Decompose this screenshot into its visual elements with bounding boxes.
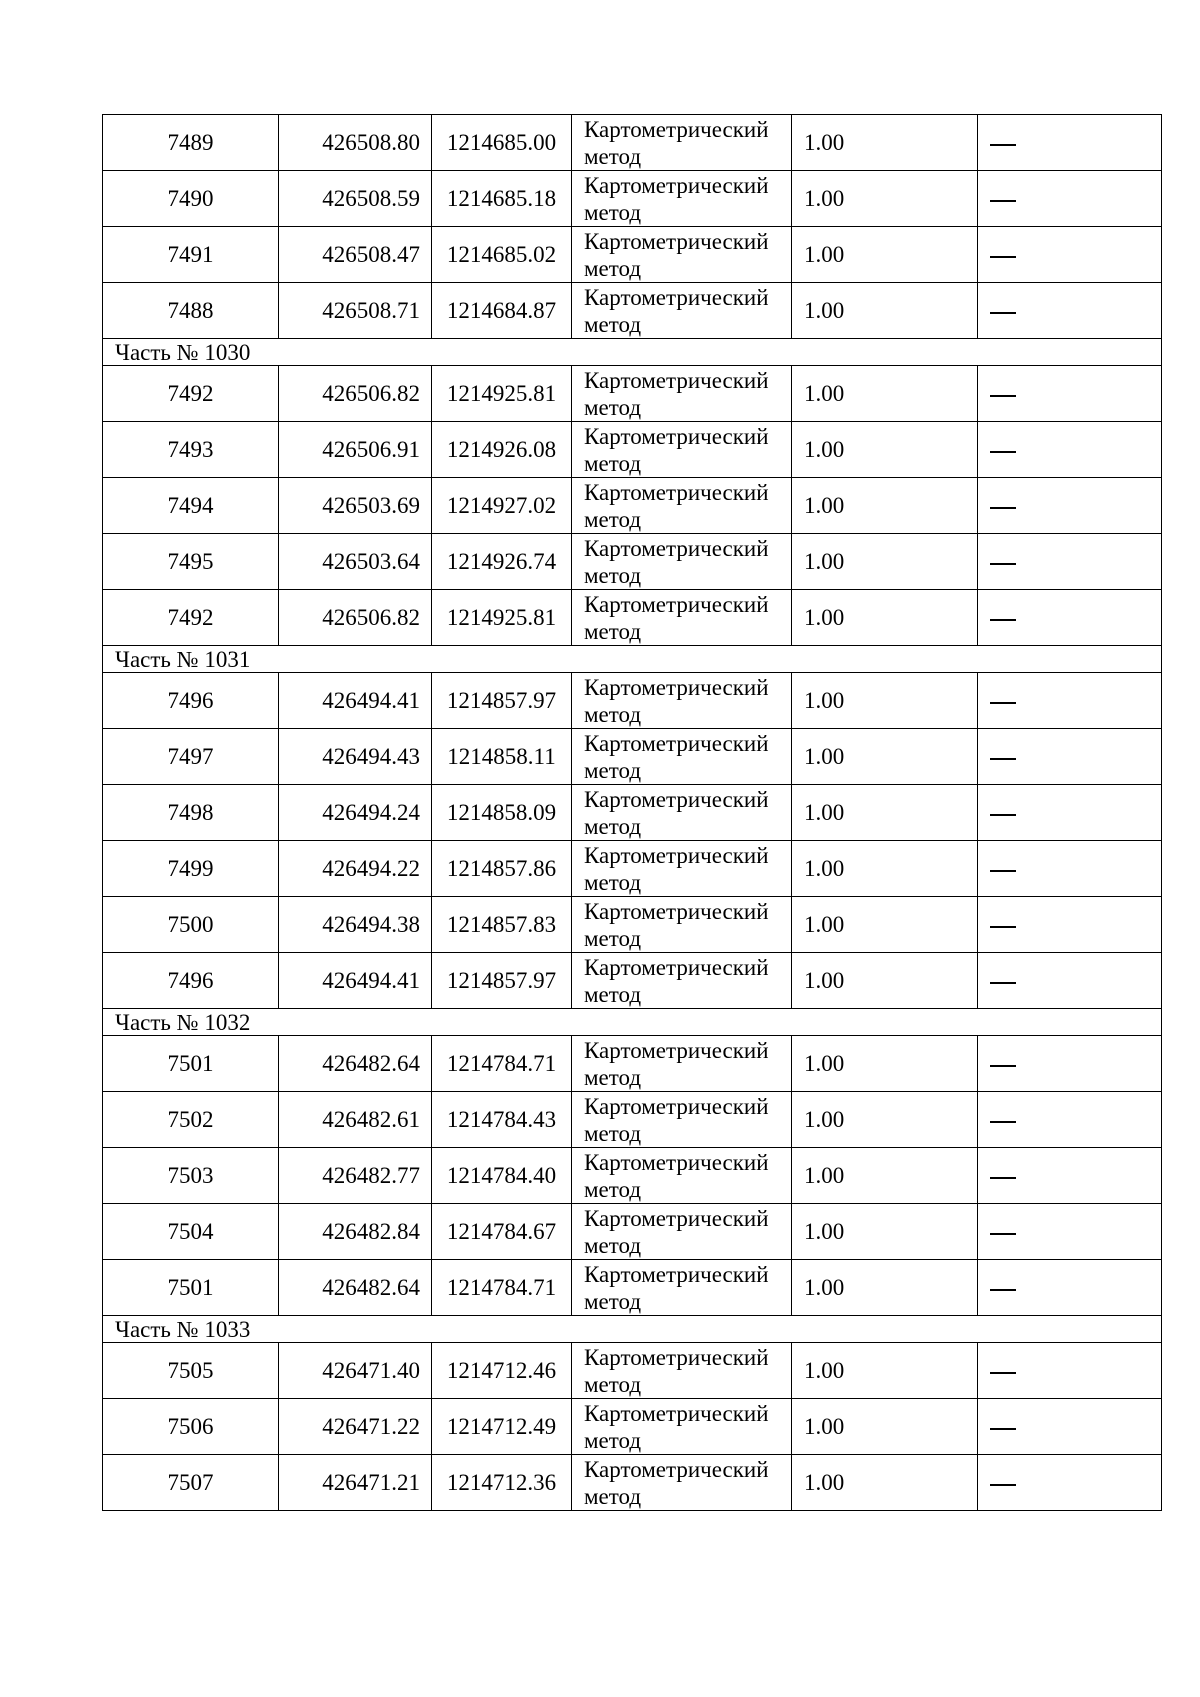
x-coordinate-cell: 426508.59	[279, 171, 432, 227]
section-title: Часть № 1030	[103, 339, 1162, 366]
accuracy-cell: 1.00	[792, 673, 978, 729]
method-cell: Картометрический метод	[572, 1204, 792, 1260]
description-cell	[978, 366, 1162, 422]
method-cell: Картометрический метод	[572, 1260, 792, 1316]
description-cell	[978, 115, 1162, 171]
accuracy-cell: 1.00	[792, 953, 978, 1009]
y-coordinate-cell: 1214927.02	[432, 478, 572, 534]
point-number-cell: 7490	[103, 171, 279, 227]
y-coordinate-cell: 1214712.36	[432, 1455, 572, 1511]
y-coordinate-cell: 1214857.97	[432, 953, 572, 1009]
table-row	[103, 283, 1162, 339]
em-dash-mark	[990, 395, 1016, 397]
table-row	[103, 673, 1162, 729]
point-number-cell: 7496	[103, 673, 279, 729]
em-dash-mark	[990, 451, 1016, 453]
em-dash-mark	[990, 926, 1016, 928]
table-row	[103, 534, 1162, 590]
section-title: Часть № 1032	[103, 1009, 1162, 1036]
table-row	[103, 897, 1162, 953]
point-number-cell: 7492	[103, 590, 279, 646]
point-number-cell: 7507	[103, 1455, 279, 1511]
description-cell	[978, 534, 1162, 590]
accuracy-cell: 1.00	[792, 422, 978, 478]
method-cell: Картометрический метод	[572, 841, 792, 897]
y-coordinate-cell: 1214685.18	[432, 171, 572, 227]
method-cell: Картометрический метод	[572, 953, 792, 1009]
accuracy-cell: 1.00	[792, 366, 978, 422]
y-coordinate-cell: 1214925.81	[432, 590, 572, 646]
y-coordinate-cell: 1214784.67	[432, 1204, 572, 1260]
section-title: Часть № 1031	[103, 646, 1162, 673]
section-header-row	[103, 1316, 1162, 1343]
em-dash-mark	[990, 563, 1016, 565]
em-dash-mark	[990, 1372, 1016, 1374]
x-coordinate-cell: 426482.64	[279, 1036, 432, 1092]
description-cell	[978, 1092, 1162, 1148]
description-cell	[978, 1204, 1162, 1260]
x-coordinate-cell: 426482.77	[279, 1148, 432, 1204]
table-row	[103, 953, 1162, 1009]
method-cell: Картометрический метод	[572, 171, 792, 227]
description-cell	[978, 283, 1162, 339]
point-number-cell: 7498	[103, 785, 279, 841]
accuracy-cell: 1.00	[792, 478, 978, 534]
y-coordinate-cell: 1214926.74	[432, 534, 572, 590]
x-coordinate-cell: 426494.24	[279, 785, 432, 841]
table-row	[103, 785, 1162, 841]
accuracy-cell: 1.00	[792, 534, 978, 590]
table-row	[103, 1036, 1162, 1092]
em-dash-mark	[990, 144, 1016, 146]
em-dash-mark	[990, 1484, 1016, 1486]
x-coordinate-cell: 426471.40	[279, 1343, 432, 1399]
y-coordinate-cell: 1214684.87	[432, 283, 572, 339]
em-dash-mark	[990, 1233, 1016, 1235]
table-row	[103, 366, 1162, 422]
em-dash-mark	[990, 1065, 1016, 1067]
description-cell	[978, 1148, 1162, 1204]
em-dash-mark	[990, 1428, 1016, 1430]
method-cell: Картометрический метод	[572, 422, 792, 478]
method-cell: Картометрический метод	[572, 590, 792, 646]
method-cell: Картометрический метод	[572, 897, 792, 953]
em-dash-mark	[990, 312, 1016, 314]
x-coordinate-cell: 426506.91	[279, 422, 432, 478]
method-cell: Картометрический метод	[572, 1148, 792, 1204]
description-cell	[978, 673, 1162, 729]
x-coordinate-cell: 426482.64	[279, 1260, 432, 1316]
description-cell	[978, 953, 1162, 1009]
point-number-cell: 7501	[103, 1036, 279, 1092]
description-cell	[978, 227, 1162, 283]
point-number-cell: 7493	[103, 422, 279, 478]
y-coordinate-cell: 1214784.71	[432, 1036, 572, 1092]
method-cell: Картометрический метод	[572, 673, 792, 729]
description-cell	[978, 590, 1162, 646]
table-row	[103, 1260, 1162, 1316]
accuracy-cell: 1.00	[792, 1036, 978, 1092]
description-cell	[978, 785, 1162, 841]
x-coordinate-cell: 426494.43	[279, 729, 432, 785]
method-cell: Картометрический метод	[572, 1092, 792, 1148]
point-number-cell: 7496	[103, 953, 279, 1009]
em-dash-mark	[990, 982, 1016, 984]
description-cell	[978, 171, 1162, 227]
y-coordinate-cell: 1214857.86	[432, 841, 572, 897]
accuracy-cell: 1.00	[792, 171, 978, 227]
method-cell: Картометрический метод	[572, 534, 792, 590]
point-number-cell: 7499	[103, 841, 279, 897]
x-coordinate-cell: 426494.41	[279, 673, 432, 729]
x-coordinate-cell: 426506.82	[279, 366, 432, 422]
em-dash-mark	[990, 200, 1016, 202]
table-row	[103, 1399, 1162, 1455]
accuracy-cell: 1.00	[792, 1399, 978, 1455]
table-row	[103, 841, 1162, 897]
x-coordinate-cell: 426503.64	[279, 534, 432, 590]
table-row	[103, 1148, 1162, 1204]
x-coordinate-cell: 426508.80	[279, 115, 432, 171]
point-number-cell: 7488	[103, 283, 279, 339]
point-number-cell: 7504	[103, 1204, 279, 1260]
x-coordinate-cell: 426482.84	[279, 1204, 432, 1260]
em-dash-mark	[990, 758, 1016, 760]
accuracy-cell: 1.00	[792, 1260, 978, 1316]
description-cell	[978, 841, 1162, 897]
description-cell	[978, 478, 1162, 534]
point-number-cell: 7503	[103, 1148, 279, 1204]
x-coordinate-cell: 426482.61	[279, 1092, 432, 1148]
method-cell: Картометрический метод	[572, 1343, 792, 1399]
table-row	[103, 171, 1162, 227]
em-dash-mark	[990, 619, 1016, 621]
section-header-row	[103, 1009, 1162, 1036]
y-coordinate-cell: 1214784.43	[432, 1092, 572, 1148]
accuracy-cell: 1.00	[792, 729, 978, 785]
table-row	[103, 1455, 1162, 1511]
method-cell: Картометрический метод	[572, 115, 792, 171]
em-dash-mark	[990, 870, 1016, 872]
table-row	[103, 422, 1162, 478]
accuracy-cell: 1.00	[792, 841, 978, 897]
accuracy-cell: 1.00	[792, 283, 978, 339]
x-coordinate-cell: 426471.22	[279, 1399, 432, 1455]
description-cell	[978, 1399, 1162, 1455]
x-coordinate-cell: 426494.41	[279, 953, 432, 1009]
point-number-cell: 7494	[103, 478, 279, 534]
section-title: Часть № 1033	[103, 1316, 1162, 1343]
em-dash-mark	[990, 507, 1016, 509]
point-number-cell: 7497	[103, 729, 279, 785]
accuracy-cell: 1.00	[792, 1092, 978, 1148]
table-row	[103, 590, 1162, 646]
x-coordinate-cell: 426508.71	[279, 283, 432, 339]
accuracy-cell: 1.00	[792, 1204, 978, 1260]
table-row	[103, 227, 1162, 283]
coordinates-table	[102, 114, 1162, 1511]
point-number-cell: 7491	[103, 227, 279, 283]
method-cell: Картометрический метод	[572, 729, 792, 785]
point-number-cell: 7500	[103, 897, 279, 953]
method-cell: Картометрический метод	[572, 1036, 792, 1092]
table-body	[103, 115, 1162, 1511]
accuracy-cell: 1.00	[792, 115, 978, 171]
x-coordinate-cell: 426494.22	[279, 841, 432, 897]
accuracy-cell: 1.00	[792, 897, 978, 953]
x-coordinate-cell: 426471.21	[279, 1455, 432, 1511]
table-row	[103, 1092, 1162, 1148]
description-cell	[978, 422, 1162, 478]
y-coordinate-cell: 1214712.49	[432, 1399, 572, 1455]
method-cell: Картометрический метод	[572, 366, 792, 422]
description-cell	[978, 729, 1162, 785]
point-number-cell: 7506	[103, 1399, 279, 1455]
em-dash-mark	[990, 1177, 1016, 1179]
table-row	[103, 478, 1162, 534]
description-cell	[978, 1343, 1162, 1399]
table-row	[103, 729, 1162, 785]
method-cell: Картометрический метод	[572, 478, 792, 534]
table-row	[103, 1204, 1162, 1260]
method-cell: Картометрический метод	[572, 227, 792, 283]
accuracy-cell: 1.00	[792, 1148, 978, 1204]
method-cell: Картометрический метод	[572, 283, 792, 339]
point-number-cell: 7495	[103, 534, 279, 590]
x-coordinate-cell: 426503.69	[279, 478, 432, 534]
method-cell: Картометрический метод	[572, 1399, 792, 1455]
em-dash-mark	[990, 256, 1016, 258]
em-dash-mark	[990, 702, 1016, 704]
y-coordinate-cell: 1214857.97	[432, 673, 572, 729]
table-row	[103, 115, 1162, 171]
description-cell	[978, 897, 1162, 953]
x-coordinate-cell: 426494.38	[279, 897, 432, 953]
y-coordinate-cell: 1214712.46	[432, 1343, 572, 1399]
accuracy-cell: 1.00	[792, 1343, 978, 1399]
description-cell	[978, 1455, 1162, 1511]
method-cell: Картометрический метод	[572, 1455, 792, 1511]
point-number-cell: 7489	[103, 115, 279, 171]
accuracy-cell: 1.00	[792, 590, 978, 646]
point-number-cell: 7492	[103, 366, 279, 422]
em-dash-mark	[990, 1121, 1016, 1123]
y-coordinate-cell: 1214685.02	[432, 227, 572, 283]
y-coordinate-cell: 1214925.81	[432, 366, 572, 422]
accuracy-cell: 1.00	[792, 227, 978, 283]
table-row	[103, 1343, 1162, 1399]
y-coordinate-cell: 1214858.09	[432, 785, 572, 841]
accuracy-cell: 1.00	[792, 785, 978, 841]
point-number-cell: 7502	[103, 1092, 279, 1148]
point-number-cell: 7501	[103, 1260, 279, 1316]
em-dash-mark	[990, 814, 1016, 816]
description-cell	[978, 1036, 1162, 1092]
section-header-row	[103, 339, 1162, 366]
y-coordinate-cell: 1214784.71	[432, 1260, 572, 1316]
method-cell: Картометрический метод	[572, 785, 792, 841]
y-coordinate-cell: 1214784.40	[432, 1148, 572, 1204]
y-coordinate-cell: 1214685.00	[432, 115, 572, 171]
y-coordinate-cell: 1214857.83	[432, 897, 572, 953]
x-coordinate-cell: 426506.82	[279, 590, 432, 646]
description-cell	[978, 1260, 1162, 1316]
em-dash-mark	[990, 1289, 1016, 1291]
y-coordinate-cell: 1214858.11	[432, 729, 572, 785]
point-number-cell: 7505	[103, 1343, 279, 1399]
section-header-row	[103, 646, 1162, 673]
x-coordinate-cell: 426508.47	[279, 227, 432, 283]
accuracy-cell: 1.00	[792, 1455, 978, 1511]
y-coordinate-cell: 1214926.08	[432, 422, 572, 478]
